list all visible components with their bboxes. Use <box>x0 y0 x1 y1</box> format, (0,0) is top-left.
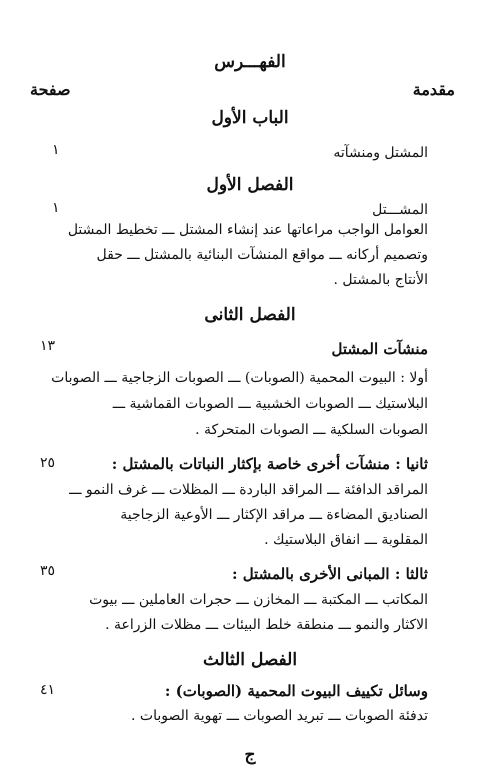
toc-line: الصوبات السلكية ـــ الصوبات المتحركة . <box>195 422 428 438</box>
toc-line: الأنتاج بالمشتل . <box>333 272 428 288</box>
page-number-letter: ج <box>244 745 256 765</box>
toc-line: المكاتب ـــ المكتبة ـــ المخازن ـــ حجرات العاملين ـــ بيوت <box>89 592 428 608</box>
toc-line: الصناديق المضاءة ـــ مراقد الإكثار ـــ الأوعية الزجاجية <box>120 507 428 523</box>
page-title: الفهـــرس <box>214 52 286 72</box>
toc-page-number: ٤١ <box>40 682 56 698</box>
page-column-label: صفحة <box>30 80 71 99</box>
intro-column-label: مقدمة <box>412 80 455 99</box>
toc-entry: منشآت المشتل <box>331 340 428 358</box>
section-title: أولا : البيوت المحمية (الصوبات) ـــ الصوبات الزجاجية ـــ الصوبات <box>51 370 428 386</box>
toc-line: المراقد الدافئة ـــ المراقد الباردة ـــ المظلات ـــ غرف النمو ـــ <box>69 482 428 498</box>
toc-entry: وسائل تكييف البيوت المحمية (الصوبات) : <box>164 682 428 700</box>
toc-page-number: ١ <box>52 200 60 216</box>
section-title: ثالثا : المبانى الأخرى بالمشتل : <box>231 565 428 583</box>
toc-page-number: ٢٥ <box>40 455 56 471</box>
toc-line: تدفئة الصوبات ـــ تبريد الصوبات ـــ تهوية الصوبات . <box>130 708 428 724</box>
toc-line: المقلوبة ـــ انفاق البلاستيك . <box>264 532 428 548</box>
section-title: ثانيا : منشآت أخرى خاصة بإكثار النباتات بالمشتل : <box>111 455 428 473</box>
toc-line: العوامل الواجب مراعاتها عند إنشاء المشتل ـــ تخطيط المشتل <box>67 222 428 238</box>
chapter-heading: الفصل الأول <box>206 175 294 195</box>
toc-line: وتصميم أركانه ـــ مواقع المنشآت البنائية بالمشتل ـــ حقل <box>96 247 428 263</box>
toc-entry: المشتل ومنشآته <box>333 145 428 161</box>
toc-page-number: ١ <box>52 142 60 158</box>
part-heading: الباب الأول <box>211 108 289 128</box>
chapter-heading: الفصل الثالث <box>202 650 298 670</box>
toc-line: الاكثار والنمو ـــ منطقة خلط البيئات ـــ مظلات الزراعة . <box>105 617 428 633</box>
toc-entry: المشـــتل <box>372 202 428 218</box>
toc-page-number: ١٣ <box>40 338 56 354</box>
toc-page-number: ٣٥ <box>40 563 56 579</box>
chapter-heading: الفصل الثانى <box>204 305 296 325</box>
toc-line: البلاستيك ـــ الصوبات الخشبية ـــ الصوبات القماشية ـــ <box>112 396 428 412</box>
